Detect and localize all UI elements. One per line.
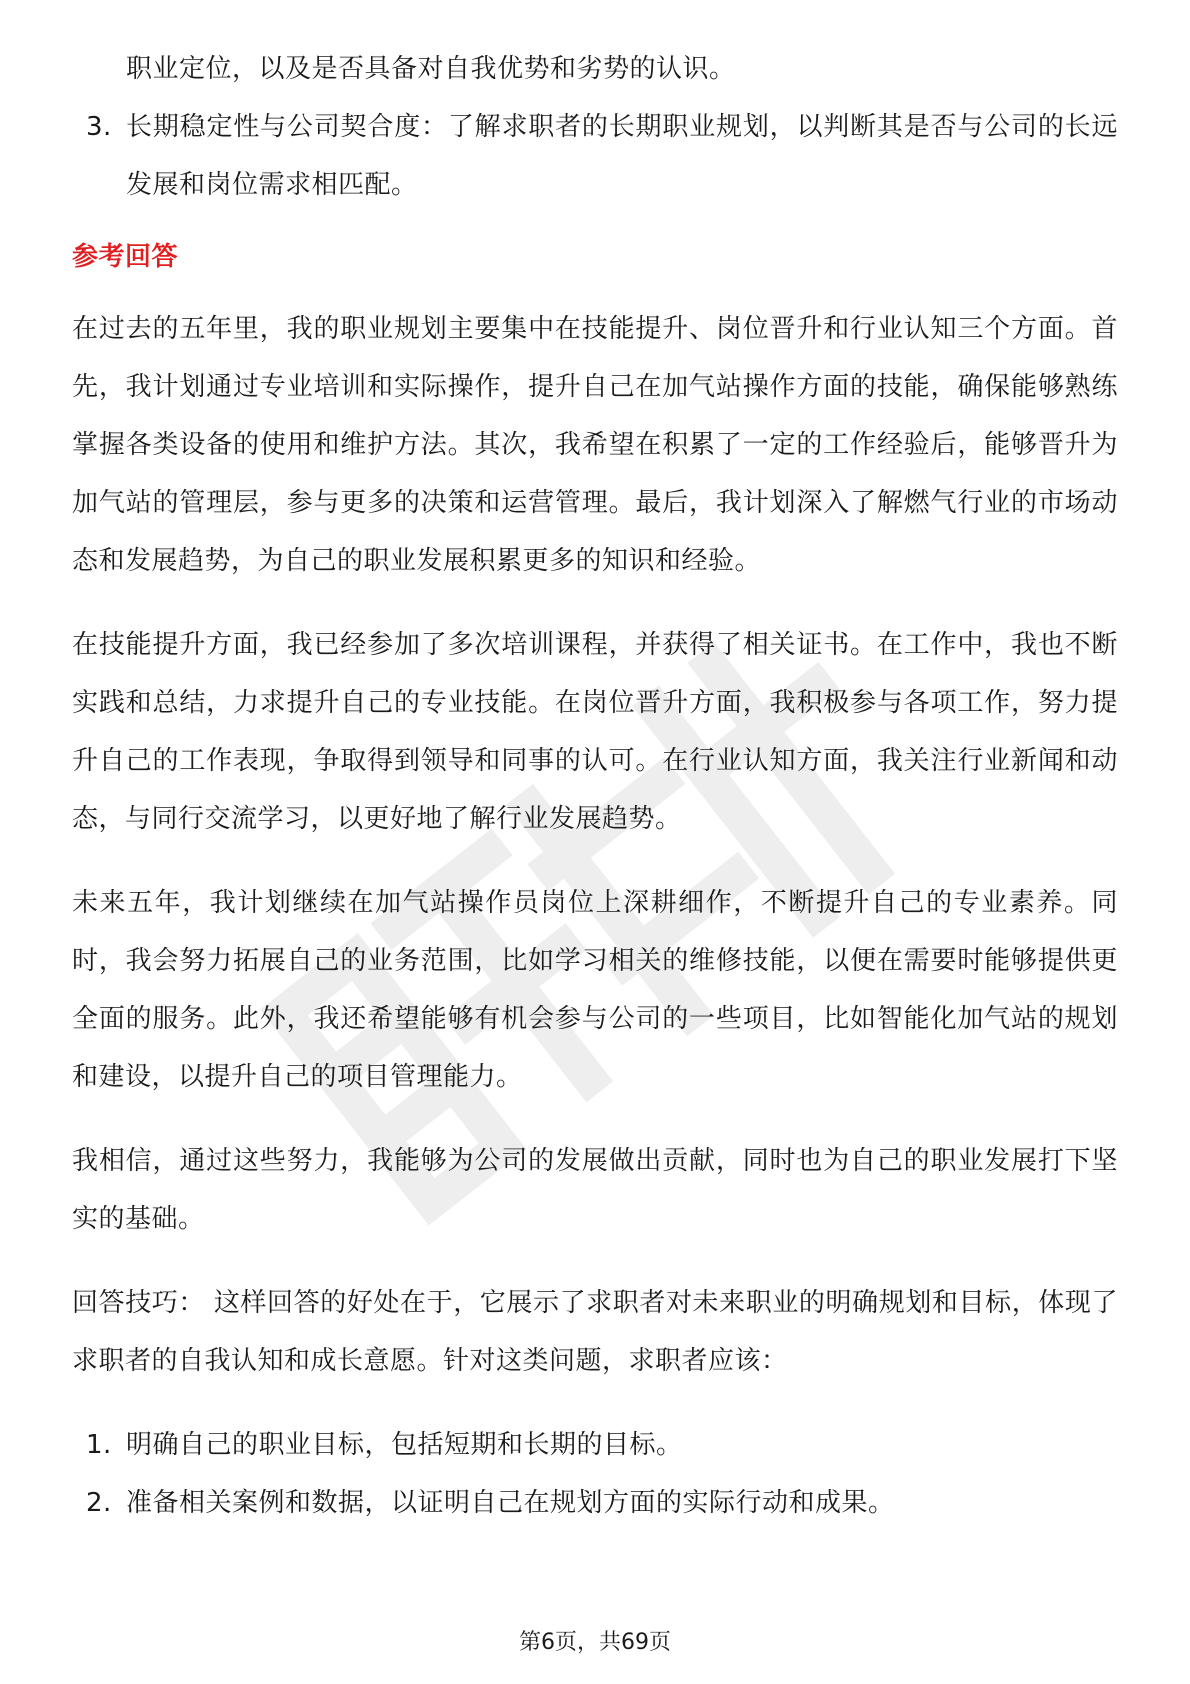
list-item-text: 职业定位，以及是否具备对自我优势和劣势的认识。: [126, 54, 736, 84]
page-number: 第6页，共69页: [519, 1630, 671, 1655]
list-item: [72, 1474, 1118, 1532]
answer-paragraph: 在过去的五年里，我的职业规划主要集中在技能提升、岗位晋升和行业认知三个方面。首先，我计划通过专业培训和实际操作，提升自己在加气站操作方面的技能，确保能够熟练掌握各类设备的使用和维护方法。其次，我希望在积累了一定的工作经验后，能够晋升为加气站的管理层，参与更多的决策和运营管理。最后，我计划深入了解燃气行业的市场动态和发展趋势，为自己的职业发展积累更多的知识和经验。: [72, 314, 1118, 576]
tips-list: [72, 1416, 1118, 1532]
tips-paragraph: 回答技巧： 这样回答的好处在于，它展示了求职者对未来职业的明确规划和目标，体现了求职者的自我认知和成长意愿。针对这类问题，求职者应该：: [72, 1288, 1118, 1376]
list-item: [72, 98, 1118, 214]
page-content: [72, 40, 1118, 1532]
list-item-number: 1.: [86, 1430, 112, 1460]
list-item-text: 准备相关案例和数据，以证明自己在规划方面的实际行动和成果。: [126, 1488, 895, 1518]
answer-paragraph: 未来五年，我计划继续在加气站操作员岗位上深耕细作，不断提升自己的专业素养。同时，我会努力拓展自己的业务范围，比如学习相关的维修技能，以便在需要时能够提供更全面的服务。此外，我还希望能够有机会参与公司的一些项目，比如智能化加气站的规划和建设，以提升自己的项目管理能力。: [72, 888, 1118, 1092]
list-item-text: 长期稳定性与公司契合度：了解求职者的长期职业规划，以判断其是否与公司的长远发展和岗位需求相匹配。: [126, 112, 1118, 200]
list-item-text: 明确自己的职业目标，包括短期和长期的目标。: [126, 1430, 683, 1460]
list-item-continuation: [72, 40, 1118, 98]
list-item-number: 2.: [86, 1488, 112, 1518]
section-heading: 参考回答: [72, 242, 179, 272]
answer-paragraph: 在技能提升方面，我已经参加了多次培训课程，并获得了相关证书。在工作中，我也不断实践和总结，力求提升自己的专业技能。在岗位晋升方面，我积极参与各项工作，努力提升自己的工作表现，争取得到领导和同事的认可。在行业认知方面，我关注行业新闻和动态，与同行交流学习，以更好地了解行业发展趋势。: [72, 630, 1118, 834]
intro-list: [72, 40, 1118, 214]
answer-paragraph: 我相信，通过这些努力，我能够为公司的发展做出贡献，同时也为自己的职业发展打下坚实的基础。: [72, 1146, 1118, 1234]
list-item: [72, 1416, 1118, 1474]
list-item-number: 3.: [86, 112, 112, 142]
